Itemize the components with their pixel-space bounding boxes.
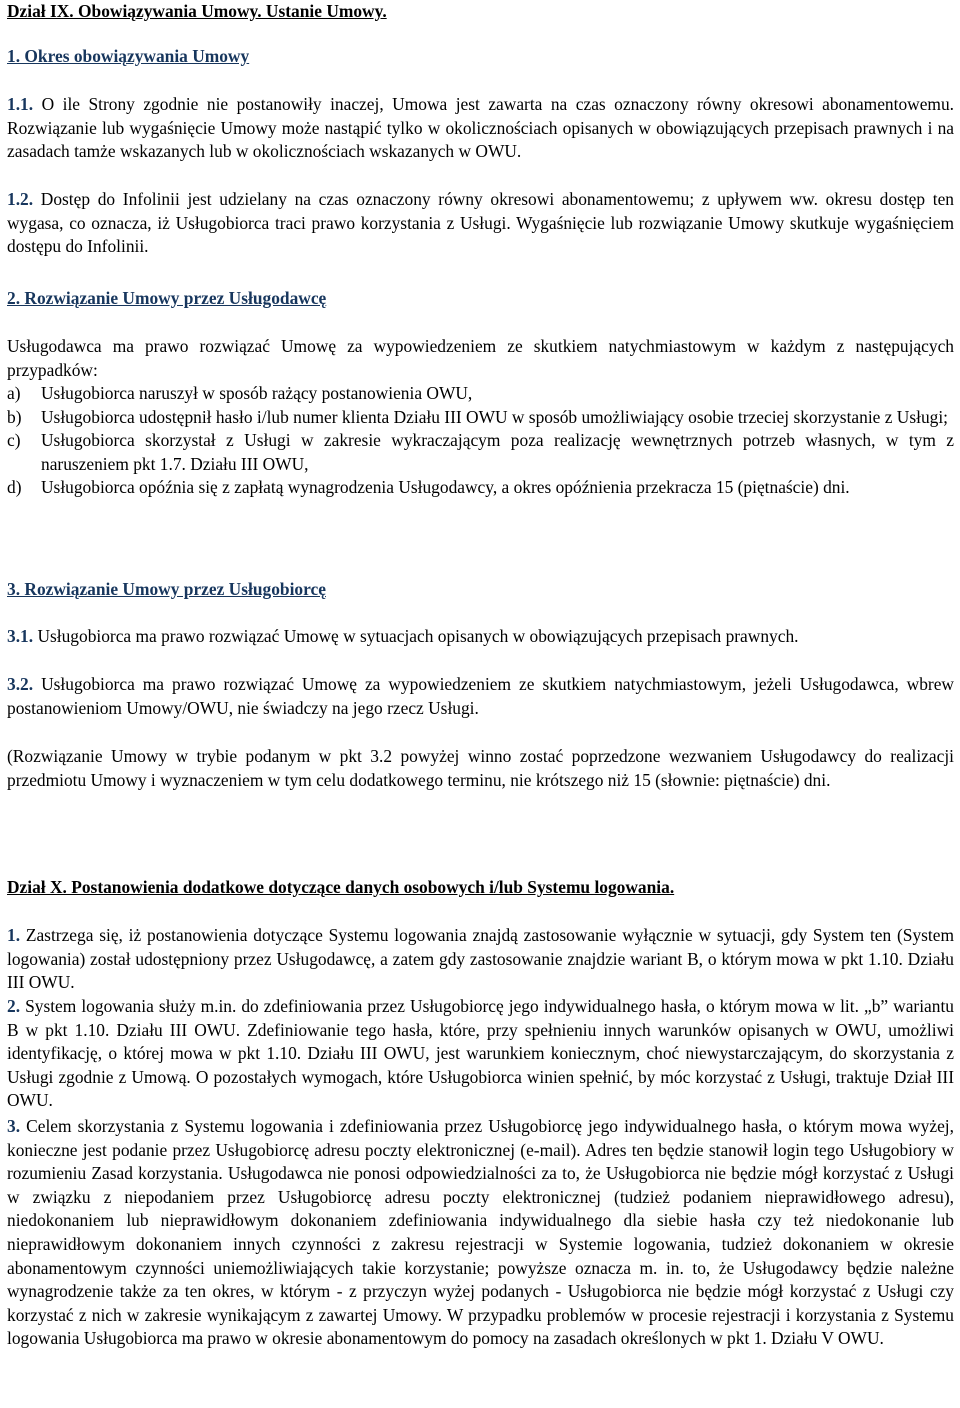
paragraph-x-1	[7, 924, 954, 995]
paragraph-text: Zastrzega się, iż postanowienia dotyczące Systemu logowania znajdą zastosowanie wyłącznie w sytuacji, gdy System ten (System logowania) został udostępniony przez Usługodawcę, a zatem gdy zastosowanie znajdzie wariant B, o którym mowa w pkt 1.10. Działu III OWU.	[7, 925, 954, 993]
list-letter: a)	[7, 383, 21, 403]
heading-rozwiazanie-przez-uslugodawce: 2. Rozwiązanie Umowy przez Usługodawcę	[7, 288, 327, 308]
paragraph-number: 1.1.	[7, 94, 34, 114]
section-ix-title: Dział IX. Obowiązywania Umowy. Ustanie Umowy.	[7, 1, 387, 21]
section-x-title: Dział X. Postanowienia dodatkowe dotyczące danych osobowych i/lub Systemu logowania.	[7, 877, 675, 897]
paragraph-3-note: (Rozwiązanie Umowy w trybie podanym w pkt 3.2 powyżej winno zostać poprzedzone wezwaniem Usługodawcy do realizacji przedmiotu Umowy i wyznaczeniem w tym celu dodatkowego terminu, nie krótszego niż 15 (słownie: piętnaście) dni.	[7, 746, 954, 790]
heading-okres-obowiazywania: 1. Okres obowiązywania Umowy	[7, 46, 250, 66]
paragraph-text: Dostęp do Infolinii jest udzielany na czas oznaczony równy okresowi abonamentowemu; z upływem ww. okresu dostęp ten wygasa, co oznacza, iż Usługobiorca traci prawo korzystania z Usługi. Wygaśnięcie lub rozwiązanie Umowy skutkuje wygaśnięciem dostępu do Infolinii.	[7, 189, 954, 257]
list-letter: d)	[7, 477, 22, 498]
list-letter: b)	[7, 406, 22, 427]
paragraph-1-1	[7, 93, 954, 164]
paragraph-3-2	[7, 673, 954, 720]
paragraph-2-intro: Usługodawca ma prawo rozwiązać Umowę za wypowiedzeniem ze skutkiem natychmiastowym w każdym z następujących przypadków:	[7, 336, 954, 380]
list-item-text: Usługobiorca naruszył w sposób rażący postanowienia OWU,	[41, 383, 473, 403]
list-item-text: Usługobiorca opóźnia się z zapłatą wynagrodzenia Usługodawcy, a okres opóźnienia przekracza 15 (piętnaście) dni.	[41, 477, 850, 498]
paragraph-text: System logowania służy m.in. do zdefiniowania przez Usługobiorcę jego indywidualnego hasła, o którym mowa w lit. „b” wariantu B w pkt 1.10. Działu III OWU. Zdefiniowanie tego hasła, które, przy spełnieniu innych warunków opisanych w OWU, umożliwi identyfikację, o której mowa w pkt 1.10. Działu III OWU, jest warunkiem koniecznym, choć niewystarczającym, do skorzystania z Usługi zgodnie z Umową. O pozostałych wymogach, które Usługobiorca winien spełnić, by móc korzystać z Usługi, traktuje Dział III OWU.	[7, 996, 954, 1111]
paragraph-number: 3.	[7, 1116, 21, 1136]
paragraph-x-2	[7, 995, 954, 1113]
paragraph-text: O ile Strony zgodnie nie postanowiły inaczej, Umowa jest zawarta na czas oznaczony równy okresowi abonamentowemu. Rozwiązanie lub wygaśnięcie Umowy może nastąpić tylko w okolicznościach opisanych w obowiązujących przepisach prawnych i na zasadach tamże wskazanych lub w okolicznościach wskazanych w OWU.	[7, 94, 954, 162]
list-item-text: Usługobiorca skorzystał z Usługi w zakresie wykraczającym poza realizację wewnętrznych potrzeb własnych, w tym z naruszeniem pkt 1.7. Działu III OWU,	[41, 430, 954, 474]
list-letter: c)	[7, 430, 21, 451]
paragraph-3-1	[7, 625, 954, 649]
paragraph-number: 2.	[7, 996, 21, 1016]
paragraph-number: 1.	[7, 925, 21, 945]
paragraph-text: Usługobiorca ma prawo rozwiązać Umowę w sytuacjach opisanych w obowiązujących przepisach prawnych.	[37, 626, 799, 646]
paragraph-number: 1.2.	[7, 189, 34, 209]
paragraph-x-3	[7, 1115, 954, 1351]
paragraph-text: Celem skorzystania z Systemu logowania i zdefiniowania przez Usługobiorcę jego indywidualnego hasła, o którym mowa wyżej, konieczne jest podanie przez Usługobiorcę adresu poczty elektronicznej (e-mail). Adres ten będzie stanowił login tego Usługobiory w rozumieniu Zasad korzystania. Usługodawca nie ponosi odpowiedzialności za to, że Usługobiorca nie będzie mógł korzystać z Usługi w związku z niepodaniem przez Usługobiorcę adresu poczty elektronicznej (tudzież podaniem nieprawidłowego adresu), niedokonaniem lub nieprawidłowym dokonaniem zdefiniowania indywidualnego dla siebie hasła czy też niedokonanie lub nieprawidłowym dokonaniem innych czynności z zakresu rejestracji w Systemie logowania, tudzież dokonaniem w okresie abonamentowym czynności uniemożliwiających takie korzystanie; powyższe oznacza m. in. to, że Usługodawcy będzie należne wynagrodzenie także za ten okres, w którym - z przyczyn wyżej podanych - Usługobiorca nie będzie mógł korzystać z Usługi czy korzystać z nich w zakresie wynikającym z zawartej Umowy. W przypadku problemów w procesie rejestracji i korzystania z Systemu logowania Usługobiorca ma prawo w okresie abonamentowym do pomocy na zasadach określonych w pkt 1. Działu V OWU.	[7, 1116, 954, 1349]
paragraph-number: 3.2.	[7, 674, 34, 694]
paragraph-text: Usługobiorca ma prawo rozwiązać Umowę za wypowiedzeniem ze skutkiem natychmiastowym, jeżeli Usługodawca, wbrew postanowieniom Umowy/OWU, nie świadczy na jego rzecz Usługi.	[7, 674, 954, 718]
list-item	[7, 406, 954, 430]
list-item	[7, 382, 954, 406]
list-item-text: Usługobiorca udostępnił hasło i/lub numer klienta Działu III OWU w sposób umożliwiający osobie trzeciej skorzystanie z Usługi;	[41, 406, 948, 427]
paragraph-number: 3.1.	[7, 626, 34, 646]
paragraph-1-2	[7, 188, 954, 259]
heading-rozwiazanie-przez-uslugobiorce: 3. Rozwiązanie Umowy przez Usługobiorcę	[7, 579, 326, 599]
termination-cases-list	[7, 382, 954, 500]
list-item	[7, 476, 954, 500]
list-item	[7, 429, 954, 476]
